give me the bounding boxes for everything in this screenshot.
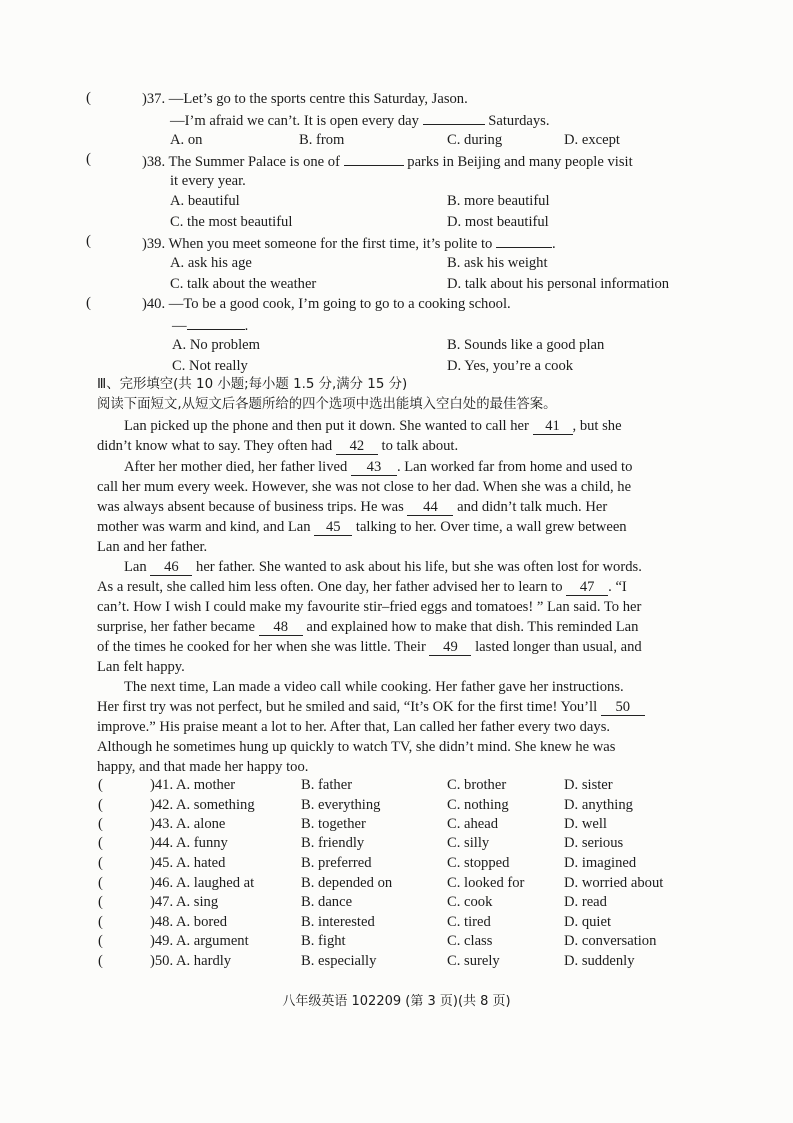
option-c[interactable]: C. ahead [447,816,499,832]
option-a[interactable]: A. laughed at [175,875,255,891]
option-b[interactable]: B. father [301,777,353,793]
option-c[interactable]: C. the most beautiful [170,214,293,230]
option-d[interactable]: D. read [564,894,607,910]
option-a[interactable]: A. sing [175,894,219,910]
cloze-blank-49[interactable]: 49 [429,639,471,656]
answer-blank [496,233,552,248]
option-c[interactable]: C. during [447,132,503,148]
option-b[interactable]: B. friendly [301,835,365,851]
option-a[interactable]: A. hardly [175,953,232,969]
answer-paren-open[interactable]: ( [98,835,103,851]
passage-line: Her first try was not perfect, but he smiled and said, “It’s OK for the first time! You’ll 50 [97,698,645,716]
passage-line: Lan felt happy. [97,659,185,675]
cloze-blank-41[interactable]: 41 [533,418,573,435]
answer-paren-open[interactable]: ( [98,933,103,949]
option-b[interactable]: B. everything [301,797,381,813]
answer-paren-open[interactable]: ( [98,875,103,891]
option-b[interactable]: B. interested [301,914,375,930]
answer-paren-open[interactable]: ( [98,894,103,910]
option-c[interactable]: C. silly [447,835,490,851]
question-38: )38. The Summer Palace is one of parks in Beijing and many people visit [142,151,633,171]
answer-paren-open[interactable]: ( [98,797,103,813]
option-d[interactable]: D. anything [564,797,633,813]
cloze-blank-42[interactable]: 42 [336,438,378,455]
option-c[interactable]: C. class [447,933,493,949]
option-b[interactable]: B. especially [301,953,377,969]
option-d[interactable]: D. suddenly [564,953,635,969]
passage-line: Lan picked up the phone and then put it down. She wanted to call her 41 , but she [124,418,622,434]
option-b[interactable]: B. Sounds like a good plan [447,337,605,353]
question-40: )40. —To be a good cook, I’m going to go to a cooking school. [142,296,511,312]
option-a[interactable]: A. mother [175,777,236,793]
option-b[interactable]: B. from [299,132,345,148]
answer-blank [423,110,485,125]
option-d[interactable]: D. most beautiful [447,214,549,230]
answer-blank [344,151,404,166]
cloze-blank-47[interactable]: 47 [566,579,608,596]
passage-line: As a result, she called him less often. One day, her father advised her to learn to 47 . “I [97,579,627,595]
answer-paren-open[interactable]: ( [98,855,103,871]
option-d[interactable]: D. except [564,132,620,148]
option-d[interactable]: D. Yes, you’re a cook [447,358,574,374]
option-a[interactable]: A. No problem [172,337,260,353]
option-b[interactable]: B. together [301,816,366,832]
question-37: )37. —Let’s go to the sports centre this Saturday, Jason. [142,91,468,107]
option-c[interactable]: C. Not really [172,358,248,374]
passage-line: Although he sometimes hung up quickly to watch TV, she didn’t mind. She knew he was [97,739,616,755]
option-a[interactable]: A. funny [175,835,228,851]
passage-line: can’t. How I wish I could make my favourite stir–fried eggs and tomatoes! ” Lan said. To her [97,599,642,615]
cloze-option-row: )48. A. bored [150,914,228,930]
option-c[interactable]: C. nothing [447,797,509,813]
option-b[interactable]: B. preferred [301,855,372,871]
passage-line: Lan 46 her father. She wanted to ask about his life, but she was often lost for words. [124,559,642,575]
cloze-option-row: )44. A. funny [150,835,228,851]
option-a[interactable]: A. something [175,797,255,813]
cloze-option-row: )43. A. alone [150,816,226,832]
answer-paren-open[interactable]: ( [86,295,91,311]
option-a[interactable]: A. argument [175,933,249,949]
passage-line: Lan and her father. [97,539,208,555]
option-a[interactable]: A. alone [175,816,226,832]
section-instruction: 阅读下面短文,从短文后各题所给的四个选项中选出能填入空白处的最佳答案。 [97,397,557,412]
option-d[interactable]: D. serious [564,835,624,851]
passage-line: call her mum every week. However, she was not close to her dad. When she was a child, he [97,479,632,495]
passage-line: The next time, Lan made a video call while cooking. Her father gave her instructions. [124,679,624,695]
page-footer: 八年级英语 102209 (第 3 页)(共 8 页) [282,994,511,1009]
option-a[interactable]: A. beautiful [170,193,240,209]
option-c[interactable]: C. talk about the weather [170,276,317,292]
cloze-option-row: )45. A. hated [150,855,226,871]
option-a[interactable]: A. on [170,132,203,148]
answer-paren-open[interactable]: ( [98,914,103,930]
option-c[interactable]: C. looked for [447,875,525,891]
answer-paren-open[interactable]: ( [86,151,91,167]
question-39: )39. When you meet someone for the first time, it’s polite to . [142,233,556,253]
option-b[interactable]: B. depended on [301,875,393,891]
passage-line: was always absent because of business trips. He was 44 and didn’t talk much. Her [97,499,608,515]
answer-paren-open[interactable]: ( [86,233,91,249]
cloze-blank-43[interactable]: 43 [351,459,397,476]
option-b[interactable]: B. fight [301,933,346,949]
cloze-option-row: )47. A. sing [150,894,219,910]
question-38-line2: it every year. [170,173,246,189]
answer-paren-open[interactable]: ( [98,816,103,832]
passage-line: improve.” His praise meant a lot to her. After that, Lan called her father every two days. [97,719,611,735]
option-d[interactable]: D. worried about [564,875,664,891]
section-title: Ⅲ、完形填空(共 10 小题;每小题 1.5 分,满分 15 分) [97,377,408,392]
passage-line: After her mother died, her father lived 43 . Lan worked far from home and used to [124,459,633,475]
option-c[interactable]: C. brother [447,777,507,793]
question-37-line2: —I’m afraid we can’t. It is open every day Saturdays. [170,110,549,130]
answer-paren-open[interactable]: ( [86,90,91,106]
option-c[interactable]: C. stopped [447,855,510,871]
option-d[interactable]: D. conversation [564,933,657,949]
cloze-blank-45[interactable]: 45 [314,519,352,536]
option-d[interactable]: D. well [564,816,607,832]
option-c[interactable]: C. tired [447,914,491,930]
option-c[interactable]: C. cook [447,894,493,910]
option-d[interactable]: D. quiet [564,914,612,930]
question-40-line2: — . [172,315,248,335]
option-c[interactable]: C. surely [447,953,500,969]
option-d[interactable]: D. imagined [564,855,637,871]
option-d[interactable]: D. talk about his personal information [447,276,670,292]
answer-paren-open[interactable]: ( [98,777,103,793]
cloze-blank-44[interactable]: 44 [407,499,453,516]
passage-line: of the times he cooked for her when she was little. Their 49 lasted longer than usual, and [97,639,642,655]
cloze-option-row: )46. A. laughed at [150,875,255,891]
cloze-blank-46[interactable]: 46 [150,559,192,576]
option-a[interactable]: A. ask his age [170,255,252,271]
passage-line: happy, and that made her happy too. [97,759,309,775]
option-a[interactable]: A. hated [175,855,226,871]
answer-paren-open[interactable]: ( [98,953,103,969]
passage-line: didn’t know what to say. They often had 42 to talk about. [97,438,459,454]
cloze-blank-50[interactable]: 50 [601,699,645,716]
cloze-option-row: )42. A. something [150,797,255,813]
option-b[interactable]: B. dance [301,894,353,910]
option-b[interactable]: B. more beautiful [447,193,550,209]
option-b[interactable]: B. ask his weight [447,255,548,271]
answer-blank [187,315,245,330]
cloze-option-row: )50. A. hardly [150,953,232,969]
passage-line: surprise, her father became 48 and explained how to make that dish. This reminded Lan [97,619,639,635]
cloze-blank-48[interactable]: 48 [259,619,303,636]
passage-line: mother was warm and kind, and Lan 45 talking to her. Over time, a wall grew between [97,519,627,535]
option-d[interactable]: D. sister [564,777,613,793]
cloze-option-row: )41. A. mother [150,777,236,793]
option-a[interactable]: A. bored [175,914,228,930]
cloze-option-row: )49. A. argument [150,933,249,949]
